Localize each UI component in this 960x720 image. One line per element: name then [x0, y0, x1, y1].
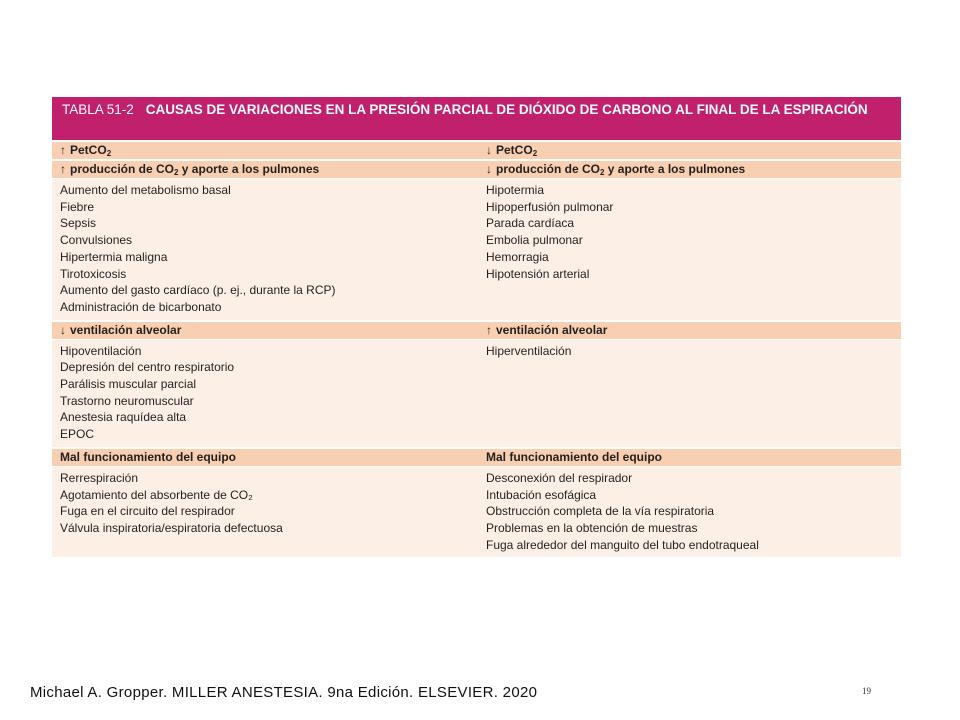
section-header-text: producción de CO [70, 162, 175, 176]
list-item: Parálisis muscular parcial [60, 377, 197, 392]
section-header-left [52, 322, 478, 339]
list-item: Hipotensión arterial [486, 266, 590, 281]
list-item: Problemas en la obtención de muestras [486, 520, 698, 535]
up-arrow-icon: ↑ [60, 143, 66, 157]
section-header-text-after: y aporte a los pulmones [178, 162, 320, 176]
list-item: Fuga alrededor del manguito del tubo endotraqueal [486, 537, 759, 552]
list-item: Hemorragia [486, 249, 549, 264]
column-header-row [52, 142, 901, 159]
section-body-row [52, 178, 901, 320]
header-text: PetCO [496, 143, 533, 157]
column-header-left [52, 142, 478, 159]
section-body-right [478, 179, 901, 320]
section-header-text: Mal funcionamiento del equipo [60, 449, 237, 464]
list-item: Hipotermia [486, 183, 545, 197]
list-item: Fuga en el circuito del respirador [60, 504, 235, 519]
list-item: Hiperventilación [486, 343, 572, 358]
list-item: Hipertermia maligna [60, 249, 168, 264]
column-header-right [478, 142, 901, 159]
section-body-left [52, 340, 478, 447]
section-header-right [478, 449, 901, 466]
list-item: Aumento del metabolismo basal [60, 183, 231, 197]
subscript: 2 [600, 168, 605, 177]
list-item: Depresión del centro respiratorio [60, 360, 235, 375]
list-item: Fiebre [60, 199, 95, 214]
list-item: Obstrucción completa de la vía respiratoria [486, 504, 715, 519]
section-header-right [478, 322, 901, 339]
list-item: Rerrespiración [60, 470, 139, 485]
up-arrow-icon: ↑ [486, 322, 492, 337]
list-item: Administración de bicarbonato [60, 299, 222, 314]
list-item: Tirotoxicosis [60, 266, 127, 281]
section-header-text: ventilación alveolar [70, 322, 182, 337]
section-header-left [52, 449, 478, 466]
table-title: CAUSAS DE VARIACIONES EN LA PRESIÓN PARCIAL DE DIÓXIDO DE CARBONO AL FINAL DE LA ESPIRACIÓN [145, 102, 868, 117]
section-body-right [478, 340, 901, 447]
section-body-row [52, 339, 901, 447]
list-item: Válvula inspiratoria/espiratoria defectuosa [60, 520, 283, 535]
list-item: Aumento del gasto cardíaco (p. ej., durante la RCP) [60, 283, 336, 298]
down-arrow-icon: ↓ [60, 322, 66, 337]
section-body-row [52, 466, 901, 558]
list-item: EPOC [60, 427, 95, 442]
down-arrow-icon: ↓ [486, 162, 492, 176]
subscript: 2 [174, 168, 179, 177]
section-header-text: producción de CO [496, 162, 601, 176]
header-text: PetCO [70, 143, 107, 157]
section-body-left [52, 467, 478, 558]
subscript: 2 [532, 149, 538, 158]
section-header-text-after: y aporte a los pulmones [604, 162, 746, 176]
list-item: Embolia pulmonar [486, 233, 583, 248]
section-body-left [52, 179, 478, 320]
table-label: TABLA 51-2 [62, 102, 134, 117]
section-body-right [478, 467, 901, 558]
list-item: Sepsis [60, 216, 97, 231]
page-number: 19 [862, 686, 871, 696]
section-header-row [52, 449, 901, 466]
table-title-bar [52, 97, 901, 140]
section-header-text: Mal funcionamiento del equipo [486, 449, 663, 464]
down-arrow-icon: ↓ [486, 143, 492, 157]
list-item: Desconexión del respirador [486, 470, 633, 485]
section-header-row [52, 322, 901, 339]
section-header-text: ventilación alveolar [496, 322, 608, 337]
subscript: 2 [106, 149, 112, 158]
list-item: Hipoperfusión pulmonar [486, 199, 614, 214]
up-arrow-icon: ↑ [60, 162, 66, 176]
list-item: Intubación esofágica [486, 487, 597, 502]
table-sections [52, 161, 901, 557]
list-item: Agotamiento del absorbente de CO₂ [60, 487, 253, 502]
causes-table [52, 97, 901, 557]
list-item: Convulsiones [60, 233, 133, 248]
list-item: Trastorno neuromuscular [60, 393, 194, 408]
list-item: Parada cardíaca [486, 216, 575, 231]
list-item: Hipoventilación [60, 343, 142, 358]
citation: Michael A. Gropper. MILLER ANESTESIA. 9na Edición. ELSEVIER. 2020 [30, 684, 538, 701]
section-header-right [478, 161, 901, 178]
list-item: Anestesia raquídea alta [60, 410, 187, 425]
section-header-row [52, 161, 901, 178]
section-header-left [52, 161, 478, 178]
